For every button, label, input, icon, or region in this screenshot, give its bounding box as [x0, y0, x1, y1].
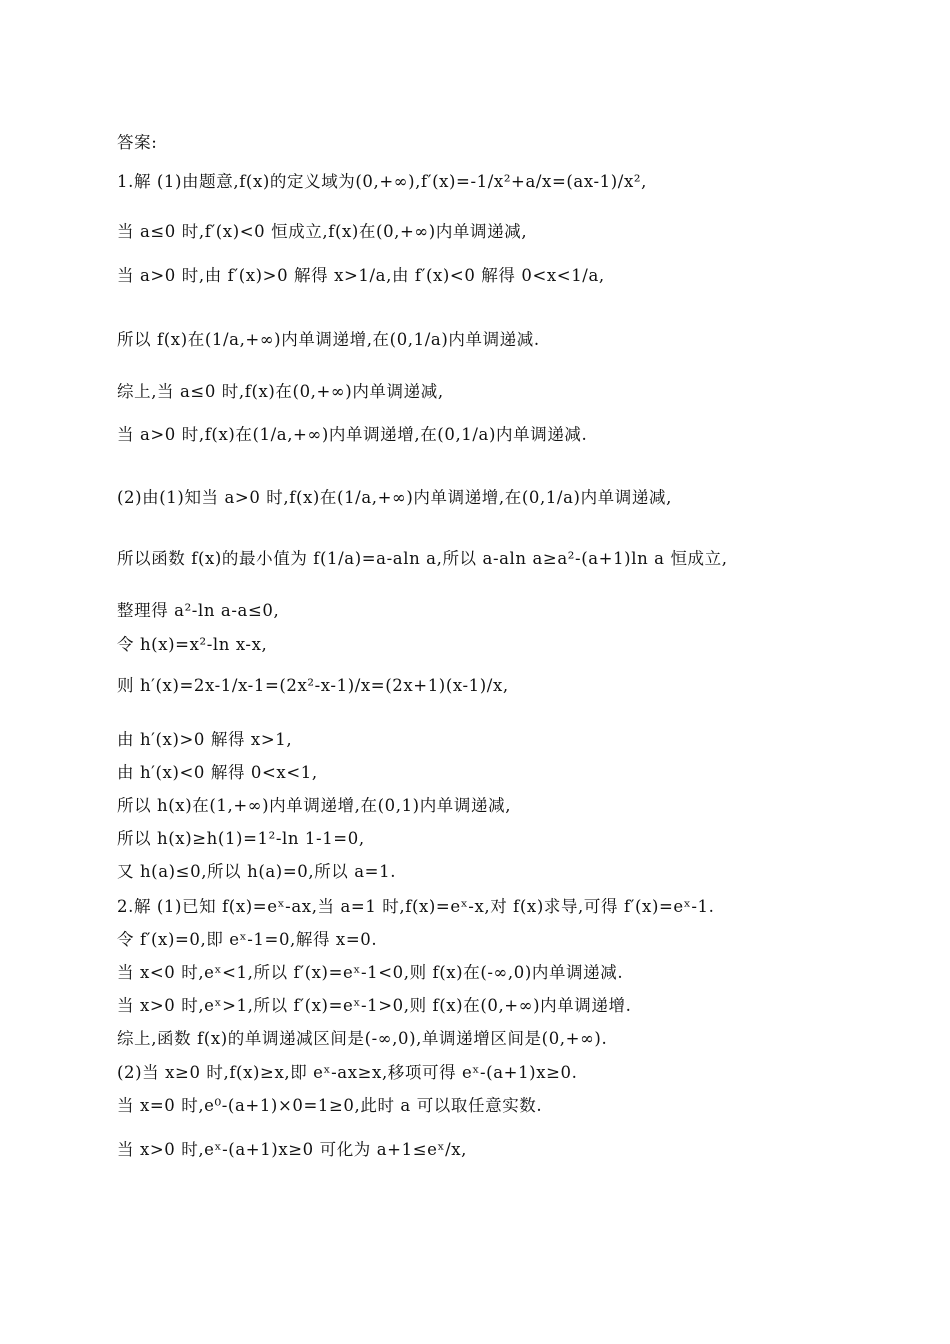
text-line: 当 a≤0 时,f′(x)<0 恒成立,f(x)在(0,+∞)内单调递减,	[117, 222, 528, 241]
text-line: 令 f′(x)=0,即 eˣ-1=0,解得 x=0.	[117, 930, 378, 949]
text-line: 则 h′(x)=2x-1/x-1=(2x²-x-1)/x=(2x+1)(x-1)/x,	[117, 676, 509, 695]
text-line: 当 x<0 时,eˣ<1,所以 f′(x)=eˣ-1<0,则 f(x)在(-∞,0)内单调递减.	[117, 963, 624, 982]
text-line: 令 h(x)=x²-ln x-x,	[117, 635, 268, 654]
text-line: 综上,函数 f(x)的单调递减区间是(-∞,0),单调递增区间是(0,+∞).	[117, 1029, 608, 1048]
text-line: 当 a>0 时,f(x)在(1/a,+∞)内单调递增,在(0,1/a)内单调递减.	[117, 425, 588, 444]
text-line: (2)当 x≥0 时,f(x)≥x,即 eˣ-ax≥x,移项可得 eˣ-(a+1)x≥0.	[117, 1063, 578, 1082]
text-line: 2.解 (1)已知 f(x)=eˣ-ax,当 a=1 时,f(x)=eˣ-x,对 f(x)求导,可得 f′(x)=eˣ-1.	[117, 897, 715, 916]
text-line: (2)由(1)知当 a>0 时,f(x)在(1/a,+∞)内单调递增,在(0,1/a)内单调递减,	[117, 488, 672, 507]
text-line: 1.解 (1)由题意,f(x)的定义域为(0,+∞),f′(x)=-1/x²+a/x=(ax-1)/x²,	[117, 172, 647, 191]
text-line: 综上,当 a≤0 时,f(x)在(0,+∞)内单调递减,	[117, 382, 444, 401]
text-line: 当 x>0 时,eˣ-(a+1)x≥0 可化为 a+1≤eˣ/x,	[117, 1140, 468, 1159]
text-line: 整理得 a²-ln a-a≤0,	[117, 601, 280, 620]
text-line: 由 h′(x)>0 解得 x>1,	[117, 730, 293, 749]
text-line: 所以 f(x)在(1/a,+∞)内单调递增,在(0,1/a)内单调递减.	[117, 330, 540, 349]
answer-heading: 答案:	[117, 133, 158, 152]
text-line: 所以 h(x)≥h(1)=1²-ln 1-1=0,	[117, 829, 365, 848]
text-line: 当 x=0 时,e⁰-(a+1)×0=1≥0,此时 a 可以取任意实数.	[117, 1096, 543, 1115]
text-line: 所以 h(x)在(1,+∞)内单调递增,在(0,1)内单调递减,	[117, 796, 512, 815]
text-line: 又 h(a)≤0,所以 h(a)=0,所以 a=1.	[117, 862, 397, 881]
text-line: 当 x>0 时,eˣ>1,所以 f′(x)=eˣ-1>0,则 f(x)在(0,+∞)内单调递增.	[117, 996, 632, 1015]
text-line: 所以函数 f(x)的最小值为 f(1/a)=a-aln a,所以 a-aln a≥a²-(a+1)ln a 恒成立,	[117, 549, 728, 568]
text-line: 由 h′(x)<0 解得 0<x<1,	[117, 763, 318, 782]
text-line: 当 a>0 时,由 f′(x)>0 解得 x>1/a,由 f′(x)<0 解得 0<x<1/a,	[117, 266, 605, 285]
